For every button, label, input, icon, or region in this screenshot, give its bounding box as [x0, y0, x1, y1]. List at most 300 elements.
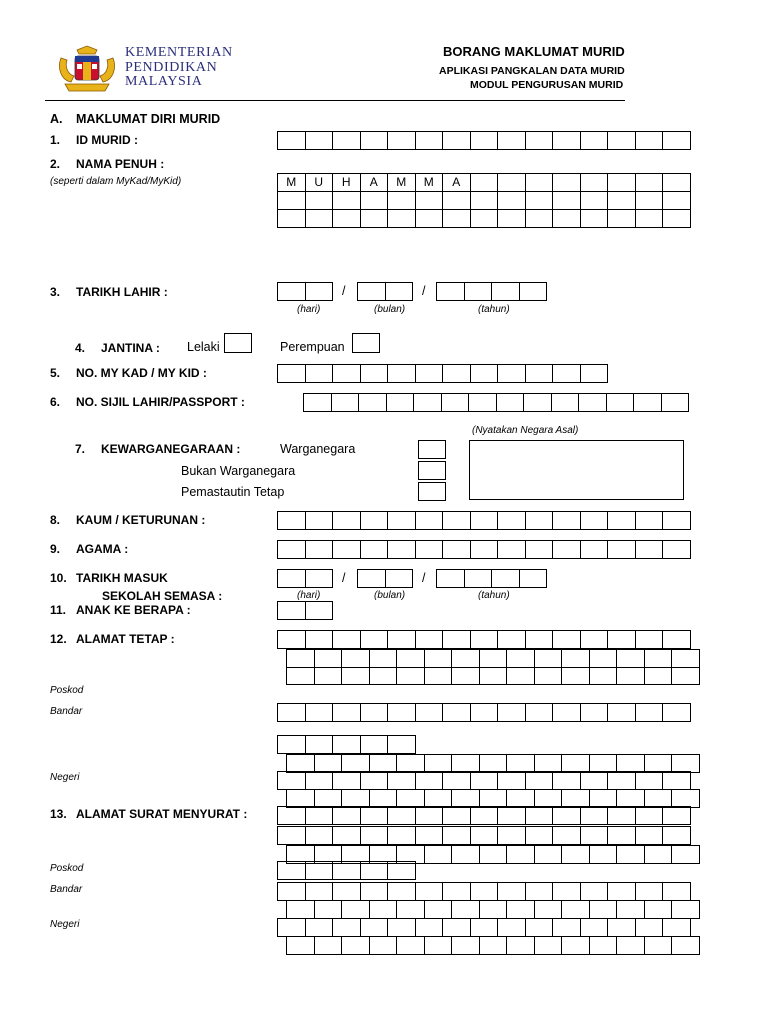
input-box[interactable]: [361, 703, 389, 722]
input-box[interactable]: [645, 649, 673, 668]
alamat-tetap-row-2[interactable]: [286, 649, 700, 668]
input-box[interactable]: [278, 918, 306, 937]
nama-penuh-boxes-row-3[interactable]: [277, 210, 691, 228]
input-box[interactable]: [608, 131, 636, 150]
input-box[interactable]: [608, 826, 636, 845]
input-box[interactable]: [443, 918, 471, 937]
input-box[interactable]: [306, 703, 334, 722]
input-box[interactable]: [452, 845, 480, 864]
input-box[interactable]: [443, 511, 471, 530]
input-box[interactable]: [278, 806, 306, 825]
input-box[interactable]: A: [443, 173, 471, 192]
input-box[interactable]: [443, 630, 471, 649]
input-box[interactable]: [581, 630, 609, 649]
input-box[interactable]: [333, 630, 361, 649]
input-box[interactable]: [553, 630, 581, 649]
input-box[interactable]: [520, 569, 548, 588]
input-box[interactable]: [361, 771, 389, 790]
input-box[interactable]: [332, 393, 360, 412]
input-box[interactable]: [636, 771, 664, 790]
input-box[interactable]: [526, 173, 554, 192]
tarikh-lahir-tahun-boxes[interactable]: [436, 282, 547, 301]
input-box[interactable]: [361, 826, 389, 845]
input-box[interactable]: [581, 364, 609, 383]
input-box[interactable]: [526, 511, 554, 530]
input-box[interactable]: [361, 131, 389, 150]
input-box[interactable]: [387, 393, 415, 412]
input-box[interactable]: [278, 282, 306, 301]
input-box[interactable]: [443, 882, 471, 901]
nama-penuh-boxes-row-1[interactable]: [277, 173, 691, 192]
input-box[interactable]: [333, 511, 361, 530]
input-box[interactable]: [663, 703, 691, 722]
input-box[interactable]: [608, 173, 636, 192]
input-box[interactable]: [524, 393, 552, 412]
input-box[interactable]: [581, 826, 609, 845]
input-box[interactable]: [333, 806, 361, 825]
input-box[interactable]: [388, 210, 416, 228]
input-box[interactable]: [287, 649, 315, 668]
input-box[interactable]: [306, 771, 334, 790]
input-box[interactable]: [636, 192, 664, 210]
input-box[interactable]: [471, 364, 499, 383]
input-box[interactable]: [443, 826, 471, 845]
input-box[interactable]: [287, 900, 315, 919]
input-box[interactable]: [443, 192, 471, 210]
input-box[interactable]: [498, 131, 526, 150]
input-box[interactable]: [608, 882, 636, 901]
input-box[interactable]: [469, 393, 497, 412]
input-box[interactable]: [306, 630, 334, 649]
input-box[interactable]: [645, 900, 673, 919]
input-box[interactable]: [636, 173, 664, 192]
input-box[interactable]: [278, 192, 306, 210]
input-box[interactable]: [607, 393, 635, 412]
input-box[interactable]: [287, 667, 315, 685]
input-box[interactable]: [465, 282, 493, 301]
negeri-surat-boxes-2[interactable]: [286, 936, 700, 955]
input-box[interactable]: [553, 173, 581, 192]
input-box[interactable]: [443, 771, 471, 790]
input-box[interactable]: [361, 511, 389, 530]
input-box[interactable]: [306, 131, 334, 150]
input-box[interactable]: [663, 771, 691, 790]
input-box[interactable]: [590, 900, 618, 919]
input-box[interactable]: [425, 936, 453, 955]
input-box[interactable]: [287, 936, 315, 955]
input-box[interactable]: [397, 649, 425, 668]
input-box[interactable]: [526, 918, 554, 937]
input-box[interactable]: [342, 900, 370, 919]
input-box[interactable]: [443, 210, 471, 228]
input-box[interactable]: [608, 703, 636, 722]
input-box[interactable]: [636, 131, 664, 150]
input-box[interactable]: [397, 667, 425, 685]
bandar-surat-boxes-1[interactable]: [277, 882, 691, 901]
input-box[interactable]: [388, 861, 416, 880]
input-box[interactable]: [442, 393, 470, 412]
input-box[interactable]: [388, 192, 416, 210]
input-box[interactable]: [498, 511, 526, 530]
tarikh-masuk-hari-boxes[interactable]: [277, 569, 333, 588]
input-box[interactable]: [672, 900, 700, 919]
input-box[interactable]: [315, 667, 343, 685]
input-box[interactable]: [333, 735, 361, 754]
input-box[interactable]: [581, 771, 609, 790]
negeri-surat-boxes-1[interactable]: [277, 918, 691, 937]
input-box[interactable]: [278, 882, 306, 901]
input-box[interactable]: [388, 806, 416, 825]
input-box[interactable]: [672, 649, 700, 668]
input-box[interactable]: [535, 649, 563, 668]
input-box[interactable]: [278, 511, 306, 530]
nama-penuh-boxes-row-2[interactable]: [277, 192, 691, 210]
input-box[interactable]: [526, 630, 554, 649]
input-box[interactable]: [388, 703, 416, 722]
input-box[interactable]: [278, 601, 306, 620]
input-box[interactable]: [526, 192, 554, 210]
input-box[interactable]: [370, 667, 398, 685]
input-box[interactable]: [333, 882, 361, 901]
input-box[interactable]: [480, 845, 508, 864]
input-box[interactable]: [608, 918, 636, 937]
id-murid-boxes[interactable]: [277, 131, 691, 150]
input-box[interactable]: [437, 569, 465, 588]
input-box[interactable]: [361, 192, 389, 210]
input-box[interactable]: [361, 861, 389, 880]
input-box[interactable]: M: [416, 173, 444, 192]
input-box[interactable]: [535, 667, 563, 685]
input-box[interactable]: [370, 900, 398, 919]
input-box[interactable]: [278, 826, 306, 845]
input-box[interactable]: [480, 936, 508, 955]
input-box[interactable]: [361, 364, 389, 383]
input-box[interactable]: [278, 735, 306, 754]
input-box[interactable]: [278, 861, 306, 880]
input-box[interactable]: [306, 282, 334, 301]
input-box[interactable]: [333, 210, 361, 228]
input-box[interactable]: [416, 771, 444, 790]
input-box[interactable]: [663, 540, 691, 559]
input-box[interactable]: [562, 845, 590, 864]
poskod-tetap-boxes[interactable]: [277, 735, 416, 754]
mykad-boxes[interactable]: [277, 364, 608, 383]
input-box[interactable]: [498, 771, 526, 790]
input-box[interactable]: [471, 210, 499, 228]
input-box[interactable]: [306, 882, 334, 901]
input-box[interactable]: [581, 131, 609, 150]
input-box[interactable]: [590, 667, 618, 685]
negeri-tetap-boxes-1[interactable]: [277, 771, 691, 790]
input-box[interactable]: [480, 667, 508, 685]
anak-ke-boxes[interactable]: [277, 601, 333, 620]
input-box[interactable]: [333, 771, 361, 790]
input-box[interactable]: [465, 569, 493, 588]
input-box[interactable]: [498, 173, 526, 192]
input-box[interactable]: [581, 192, 609, 210]
input-box[interactable]: [507, 845, 535, 864]
input-box[interactable]: [562, 936, 590, 955]
input-box[interactable]: [498, 703, 526, 722]
tarikh-masuk-tahun-boxes[interactable]: [436, 569, 547, 588]
input-box[interactable]: [636, 882, 664, 901]
input-box[interactable]: [526, 882, 554, 901]
input-box[interactable]: [526, 210, 554, 228]
input-box[interactable]: [388, 630, 416, 649]
input-box[interactable]: [471, 918, 499, 937]
input-box[interactable]: [342, 667, 370, 685]
input-box[interactable]: [562, 667, 590, 685]
input-box[interactable]: [581, 703, 609, 722]
input-box[interactable]: [416, 364, 444, 383]
input-box[interactable]: [361, 918, 389, 937]
input-box[interactable]: [416, 511, 444, 530]
input-box[interactable]: [388, 511, 416, 530]
input-box[interactable]: [552, 393, 580, 412]
input-box[interactable]: [306, 511, 334, 530]
input-box[interactable]: [471, 771, 499, 790]
sijil-boxes[interactable]: [303, 393, 689, 412]
input-box[interactable]: [471, 882, 499, 901]
input-box[interactable]: [361, 806, 389, 825]
input-box[interactable]: [471, 806, 499, 825]
input-box[interactable]: [333, 918, 361, 937]
input-box[interactable]: [388, 771, 416, 790]
input-box[interactable]: [498, 210, 526, 228]
input-box[interactable]: A: [361, 173, 389, 192]
input-box[interactable]: [520, 282, 548, 301]
bukan-warganegara-checkbox[interactable]: [418, 461, 446, 480]
input-box[interactable]: [672, 667, 700, 685]
input-box[interactable]: [663, 210, 691, 228]
input-box[interactable]: [492, 569, 520, 588]
input-box[interactable]: [397, 936, 425, 955]
input-box[interactable]: [526, 771, 554, 790]
input-box[interactable]: [278, 771, 306, 790]
input-box[interactable]: [562, 900, 590, 919]
input-box[interactable]: [663, 630, 691, 649]
input-box[interactable]: [306, 806, 334, 825]
input-box[interactable]: [608, 806, 636, 825]
input-box[interactable]: [361, 540, 389, 559]
input-box[interactable]: [452, 649, 480, 668]
input-box[interactable]: [416, 826, 444, 845]
input-box[interactable]: [306, 826, 334, 845]
input-box[interactable]: [535, 936, 563, 955]
input-box[interactable]: [306, 210, 334, 228]
input-box[interactable]: [416, 806, 444, 825]
input-box[interactable]: [526, 703, 554, 722]
input-box[interactable]: [526, 364, 554, 383]
input-box[interactable]: [553, 511, 581, 530]
input-box[interactable]: [636, 630, 664, 649]
input-box[interactable]: [361, 882, 389, 901]
input-box[interactable]: [416, 210, 444, 228]
input-box[interactable]: [590, 936, 618, 955]
tarikh-lahir-bulan-boxes[interactable]: [357, 282, 413, 301]
input-box[interactable]: [663, 882, 691, 901]
input-box[interactable]: [437, 282, 465, 301]
input-box[interactable]: [471, 511, 499, 530]
input-box[interactable]: [553, 192, 581, 210]
input-box[interactable]: [416, 882, 444, 901]
input-box[interactable]: [278, 540, 306, 559]
input-box[interactable]: [306, 192, 334, 210]
input-box[interactable]: [663, 131, 691, 150]
input-box[interactable]: [526, 806, 554, 825]
input-box[interactable]: [608, 540, 636, 559]
input-box[interactable]: [562, 649, 590, 668]
input-box[interactable]: [443, 364, 471, 383]
input-box[interactable]: [553, 364, 581, 383]
input-box[interactable]: [306, 735, 334, 754]
input-box[interactable]: [333, 192, 361, 210]
input-box[interactable]: H: [333, 173, 361, 192]
input-box[interactable]: [553, 210, 581, 228]
input-box[interactable]: [333, 540, 361, 559]
input-box[interactable]: [636, 511, 664, 530]
input-box[interactable]: [553, 806, 581, 825]
input-box[interactable]: [306, 918, 334, 937]
input-box[interactable]: [581, 511, 609, 530]
kaum-boxes[interactable]: [277, 511, 691, 530]
input-box[interactable]: [278, 210, 306, 228]
input-box[interactable]: [636, 540, 664, 559]
input-box[interactable]: [443, 703, 471, 722]
input-box[interactable]: [388, 131, 416, 150]
input-box[interactable]: [333, 703, 361, 722]
input-box[interactable]: [590, 845, 618, 864]
input-box[interactable]: [306, 569, 334, 588]
input-box[interactable]: [581, 173, 609, 192]
input-box[interactable]: [388, 735, 416, 754]
input-box[interactable]: [425, 900, 453, 919]
negara-asal-box[interactable]: [469, 440, 684, 500]
input-box[interactable]: [526, 540, 554, 559]
input-box[interactable]: [581, 882, 609, 901]
input-box[interactable]: [498, 918, 526, 937]
input-box[interactable]: [425, 845, 453, 864]
input-box[interactable]: [672, 936, 700, 955]
input-box[interactable]: [553, 540, 581, 559]
input-box[interactable]: [480, 649, 508, 668]
input-box[interactable]: [608, 630, 636, 649]
input-box[interactable]: [663, 192, 691, 210]
input-box[interactable]: [333, 861, 361, 880]
input-box[interactable]: [278, 703, 306, 722]
input-box[interactable]: [553, 131, 581, 150]
input-box[interactable]: [634, 393, 662, 412]
input-box[interactable]: [663, 918, 691, 937]
input-box[interactable]: [608, 511, 636, 530]
lelaki-checkbox[interactable]: [224, 333, 252, 353]
input-box[interactable]: [416, 192, 444, 210]
input-box[interactable]: [414, 393, 442, 412]
input-box[interactable]: [617, 649, 645, 668]
input-box[interactable]: [333, 131, 361, 150]
input-box[interactable]: [590, 649, 618, 668]
input-box[interactable]: [535, 900, 563, 919]
input-box[interactable]: [608, 210, 636, 228]
input-box[interactable]: [443, 806, 471, 825]
input-box[interactable]: [452, 900, 480, 919]
input-box[interactable]: [636, 826, 664, 845]
input-box[interactable]: [581, 806, 609, 825]
input-box[interactable]: [315, 649, 343, 668]
input-box[interactable]: [471, 173, 499, 192]
input-box[interactable]: [278, 569, 306, 588]
input-box[interactable]: [498, 882, 526, 901]
warganegara-checkbox[interactable]: [418, 440, 446, 459]
input-box[interactable]: [663, 806, 691, 825]
input-box[interactable]: [388, 918, 416, 937]
input-box[interactable]: [416, 918, 444, 937]
input-box[interactable]: [617, 936, 645, 955]
input-box[interactable]: [416, 540, 444, 559]
input-box[interactable]: [636, 806, 664, 825]
input-box[interactable]: [471, 826, 499, 845]
input-box[interactable]: [553, 703, 581, 722]
input-box[interactable]: M: [388, 173, 416, 192]
input-box[interactable]: [306, 601, 334, 620]
input-box[interactable]: [672, 845, 700, 864]
input-box[interactable]: [662, 393, 690, 412]
input-box[interactable]: [361, 210, 389, 228]
input-box[interactable]: [498, 630, 526, 649]
pemastautin-checkbox[interactable]: [418, 482, 446, 501]
input-box[interactable]: [553, 771, 581, 790]
input-box[interactable]: [645, 936, 673, 955]
input-box[interactable]: [526, 826, 554, 845]
input-box[interactable]: [388, 540, 416, 559]
input-box[interactable]: [333, 364, 361, 383]
input-box[interactable]: [608, 192, 636, 210]
input-box[interactable]: [397, 900, 425, 919]
input-box[interactable]: [636, 703, 664, 722]
input-box[interactable]: [497, 393, 525, 412]
input-box[interactable]: [581, 210, 609, 228]
tarikh-lahir-hari-boxes[interactable]: [277, 282, 333, 301]
input-box[interactable]: [579, 393, 607, 412]
input-box[interactable]: [278, 630, 306, 649]
alamat-tetap-row-4[interactable]: [277, 703, 691, 722]
input-box[interactable]: [581, 918, 609, 937]
input-box[interactable]: [535, 845, 563, 864]
input-box[interactable]: [608, 771, 636, 790]
alamat-tetap-row-1[interactable]: [277, 630, 691, 649]
alamat-tetap-row-3[interactable]: [286, 667, 700, 685]
perempuan-checkbox[interactable]: [352, 333, 380, 353]
poskod-surat-boxes[interactable]: [277, 861, 416, 880]
input-box[interactable]: [358, 282, 386, 301]
input-box[interactable]: [526, 131, 554, 150]
input-box[interactable]: [471, 630, 499, 649]
input-box[interactable]: [553, 918, 581, 937]
input-box[interactable]: [388, 826, 416, 845]
input-box[interactable]: [370, 936, 398, 955]
input-box[interactable]: [443, 131, 471, 150]
input-box[interactable]: [507, 936, 535, 955]
input-box[interactable]: [498, 540, 526, 559]
input-box[interactable]: [388, 364, 416, 383]
input-box[interactable]: [471, 131, 499, 150]
input-box[interactable]: [358, 569, 386, 588]
input-box[interactable]: [361, 735, 389, 754]
input-box[interactable]: [306, 540, 334, 559]
input-box[interactable]: [386, 282, 414, 301]
input-box[interactable]: [443, 540, 471, 559]
input-box[interactable]: [425, 649, 453, 668]
